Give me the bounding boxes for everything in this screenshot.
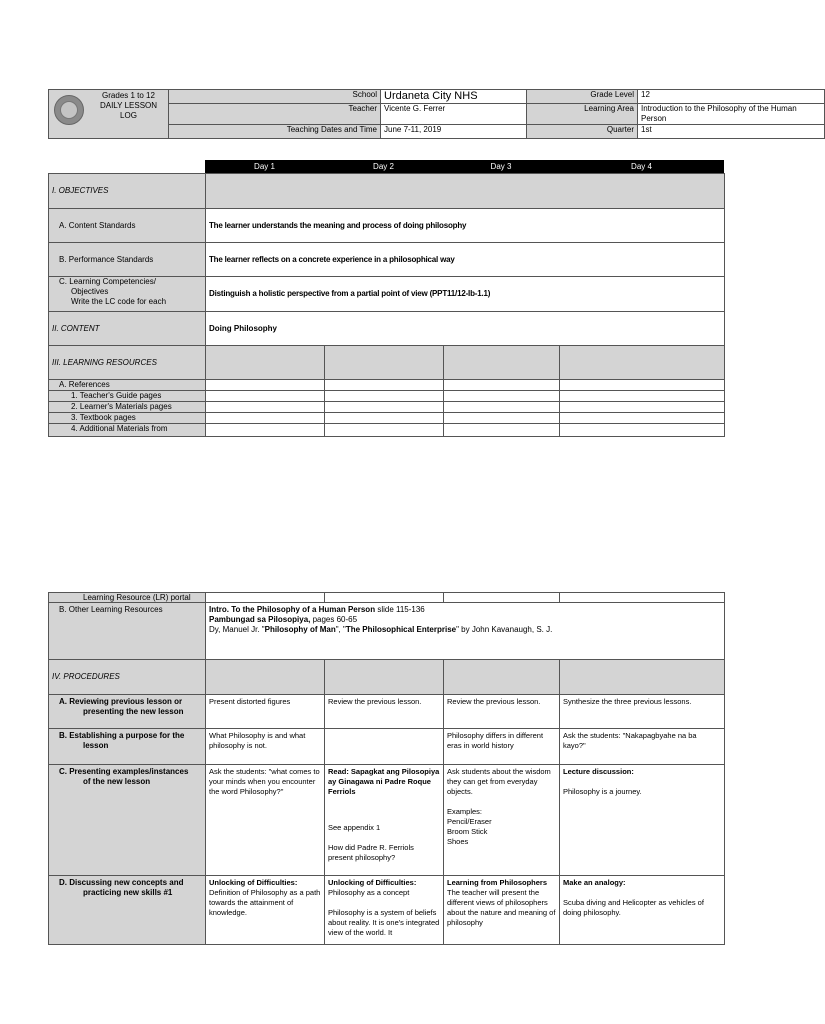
discussing-day1-text: Definition of Philosophy as a path towards the attainment of knowledge.	[209, 888, 321, 917]
teacher-label: Teacher	[169, 104, 381, 125]
examples-day2-question: How did Padre R. Ferriols present philosophy?	[328, 843, 414, 862]
resource-1-pages: slide 115-136	[375, 605, 425, 614]
examples-label-line2: of the new lesson	[83, 777, 151, 786]
dates-value: June 7-11, 2019	[381, 125, 527, 139]
resources-day3	[444, 346, 560, 380]
quarter-value: 1st	[638, 125, 825, 139]
resources-day2	[325, 346, 444, 380]
references-label: A. References	[49, 380, 206, 391]
content-standards-value: The learner understands the meaning and process of doing philosophy	[206, 209, 725, 243]
discussing-day4-text: Scuba diving and Helicopter as vehicles of doing philosophy.	[563, 898, 704, 917]
examples-day3-item-2: Broom Stick	[447, 827, 488, 836]
examples-day3	[444, 765, 560, 876]
discussing-label-line2: practicing new skills #1	[83, 888, 173, 897]
purpose-day2	[325, 729, 444, 765]
examples-day2	[325, 765, 444, 876]
resource-3-author: Dy, Manuel Jr. "	[209, 625, 265, 634]
examples-day2-reading: Read: Sapagkat ang Pilosopiya ay Ginagawa ni Padre Roque Ferriols	[328, 767, 440, 796]
examples-day3-item-3: Shoes	[447, 837, 469, 846]
lr-portal-label: Learning Resource (LR) portal	[49, 593, 206, 603]
textbook-pages-label: 3. Textbook pages	[49, 413, 206, 424]
dates-label: Teaching Dates and Time	[169, 125, 381, 139]
learning-area-value: Introduction to the Philosophy of the Human Person	[638, 104, 825, 125]
resources-day4	[560, 346, 725, 380]
review-label-line1: A. Reviewing previous lesson or	[59, 697, 183, 706]
learning-area-label: Learning Area	[527, 104, 638, 125]
procedures-day2	[325, 660, 444, 695]
day-3-header: Day 3	[490, 162, 512, 171]
log-title-cell	[49, 90, 169, 139]
resources-heading: III. LEARNING RESOURCES	[49, 346, 206, 380]
examples-day4	[560, 765, 725, 876]
competencies-label	[49, 277, 206, 312]
competencies-value: Distinguish a holistic perspective from a partial point of view (PPT11/12-Ib-1.1)	[206, 277, 725, 312]
log-title-line1: Grades 1 to 12	[102, 91, 155, 100]
examples-day1: Ask the students: "what comes to your minds when you encounter the word Philosophy?"	[206, 765, 325, 876]
discussing-day2	[325, 876, 444, 945]
purpose-day3: Philosophy differs in different eras in world history	[444, 729, 560, 765]
school-label: School	[169, 90, 381, 104]
lm-pages-label: 2. Learner's Materials pages	[49, 402, 206, 413]
additional-materials-label: 4. Additional Materials from	[49, 424, 206, 437]
examples-day3-item-1: Pencil/Eraser	[447, 817, 492, 826]
discussing-day2-heading: Unlocking of Difficulties:	[328, 878, 417, 887]
resource-1-title: Intro. To the Philosophy of a Human Person	[209, 605, 376, 614]
review-day1: Present distorted figures	[206, 695, 325, 729]
deped-seal-icon	[54, 95, 84, 125]
objectives-band	[206, 174, 725, 209]
resource-3-author-b: " by John Kavanaugh, S. J.	[456, 625, 553, 634]
purpose-label	[49, 729, 206, 765]
procedures-heading: IV. PROCEDURES	[49, 660, 206, 695]
other-resources-value	[206, 603, 725, 660]
objectives-heading: I. OBJECTIVES	[49, 174, 206, 209]
examples-day4-heading: Lecture discussion:	[563, 767, 634, 776]
discussing-day2-text: Philosophy is a system of beliefs about reality. It is one's integrated view of the world. It	[328, 908, 440, 937]
purpose-label-line1: B. Establishing a purpose for the	[59, 731, 185, 740]
school-value: Urdaneta City NHS	[381, 90, 527, 104]
tg-pages-label: 1. Teacher's Guide pages	[49, 391, 206, 402]
log-title-line2: DAILY LESSON	[99, 101, 158, 110]
resource-3-title-b: The Philosophical Enterprise	[345, 625, 457, 634]
discussing-day4-heading: Make an analogy:	[563, 878, 626, 887]
discussing-day4	[560, 876, 725, 945]
header-table	[48, 89, 825, 139]
examples-label	[49, 765, 206, 876]
resource-2-title: Pambungad sa Pilosopiya,	[209, 615, 311, 624]
review-day2: Review the previous lesson.	[325, 695, 444, 729]
resource-3-sep: ", "	[335, 625, 346, 634]
performance-standards-value: The learner reflects on a concrete experience in a philosophical way	[206, 243, 725, 277]
examples-day3-list-heading: Examples:	[447, 807, 483, 816]
examples-day2-appendix: See appendix 1	[328, 823, 381, 832]
review-label-line2: presenting the new lesson	[83, 707, 184, 716]
discussing-day3	[444, 876, 560, 945]
content-heading: II. CONTENT	[49, 312, 206, 346]
discussing-day2-concept: Philosophy as a concept	[328, 888, 410, 897]
discussing-day3-heading: Learning from Philosophers	[447, 878, 548, 887]
procedures-day4	[560, 660, 725, 695]
discussing-label	[49, 876, 206, 945]
resource-2-pages: pages 60-65	[310, 615, 358, 624]
day-1-header: Day 1	[254, 162, 275, 171]
quarter-label: Quarter	[527, 125, 638, 139]
procedures-table	[48, 592, 725, 945]
examples-day4-text: Philosophy is a journey.	[563, 787, 642, 796]
discussing-day1-heading: Unlocking of Difficulties:	[209, 878, 298, 887]
performance-standards-label: B. Performance Standards	[49, 243, 206, 277]
competencies-label-line2: Objectives	[71, 287, 109, 296]
procedures-day1	[206, 660, 325, 695]
purpose-label-line2: lesson	[83, 741, 109, 750]
teacher-value: Vicente G. Ferrer	[381, 104, 527, 125]
discussing-label-line1: D. Discussing new concepts and	[59, 878, 184, 887]
review-day4: Synthesize the three previous lessons.	[560, 695, 725, 729]
procedures-day3	[444, 660, 560, 695]
objectives-table	[48, 173, 725, 437]
review-day3: Review the previous lesson.	[444, 695, 560, 729]
content-standards-label: A. Content Standards	[49, 209, 206, 243]
day-2-header: Day 2	[373, 162, 394, 171]
discussing-day1	[206, 876, 325, 945]
grade-level-label: Grade Level	[527, 90, 638, 104]
resource-3-title-a: Philosophy of Man	[264, 625, 336, 634]
day-header-bar	[205, 160, 724, 173]
purpose-day1: What Philosophy is and what philosophy is not.	[206, 729, 325, 765]
discussing-day3-text: The teacher will present the different views of philosophers about the nature and meaning of philosophy	[447, 888, 556, 927]
content-value: Doing Philosophy	[206, 312, 725, 346]
other-resources-label: B. Other Learning Resources	[49, 603, 206, 660]
review-label	[49, 695, 206, 729]
examples-label-line1: C. Presenting examples/instances	[59, 767, 189, 776]
purpose-day4: Ask the students: "Nakapagbyahe na ba kayo?"	[560, 729, 725, 765]
day-4-header: Day 4	[631, 162, 652, 171]
resources-day1	[206, 346, 325, 380]
log-title-line3: LOG	[120, 111, 137, 120]
competencies-label-line1: C. Learning Competencies/	[59, 277, 156, 286]
grade-level-value: 12	[638, 90, 825, 104]
competencies-label-line3: Write the LC code for each	[71, 297, 167, 306]
examples-day3-text: Ask students about the wisdom they can get from everyday objects.	[447, 767, 551, 796]
